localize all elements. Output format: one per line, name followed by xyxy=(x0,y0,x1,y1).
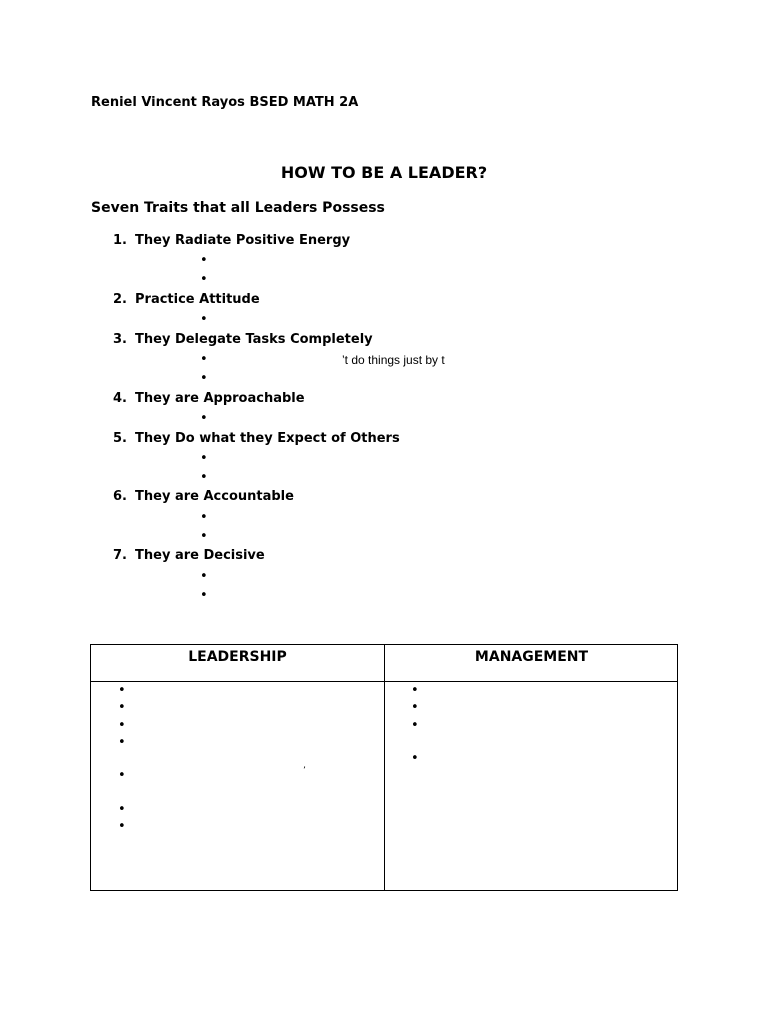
trait-number: 5. xyxy=(113,431,127,446)
trait-number: 7. xyxy=(113,548,127,563)
bullet: • xyxy=(200,371,208,386)
leadership-bullet: • xyxy=(118,718,126,733)
trait-3 xyxy=(113,332,373,347)
bullet: • xyxy=(200,588,208,603)
leadership-bullet: • xyxy=(118,683,126,698)
trait-number: 3. xyxy=(113,332,127,347)
trait-number: 4. xyxy=(113,391,127,406)
management-bullet: • xyxy=(411,718,419,733)
leadership-header: LEADERSHIP xyxy=(188,649,287,665)
trait-number: 1. xyxy=(113,233,127,248)
leadership-management-table xyxy=(90,644,678,891)
bullet: • xyxy=(200,253,208,268)
trait-number: 6. xyxy=(113,489,127,504)
trait-label: They are Accountable xyxy=(135,489,294,504)
leadership-bullet: • xyxy=(118,735,126,750)
trait-label: They Radiate Positive Energy xyxy=(135,233,351,248)
leadership-bullet: • xyxy=(118,802,126,817)
trait-3-fragment: ’t do things just by t xyxy=(342,353,445,367)
trait-label: Practice Attitude xyxy=(135,292,260,307)
subtitle: Seven Traits that all Leaders Possess xyxy=(91,200,385,216)
leadership-bullet: • xyxy=(118,768,126,783)
trait-label: They are Decisive xyxy=(135,548,265,563)
trait-7 xyxy=(113,548,265,563)
page-title: HOW TO BE A LEADER? xyxy=(280,163,488,182)
management-bullet: • xyxy=(411,683,419,698)
trait-label: They Delegate Tasks Completely xyxy=(135,332,373,347)
author-line: Reniel Vincent Rayos BSED MATH 2A xyxy=(91,95,359,110)
leadership-bullet: • xyxy=(118,700,126,715)
bullet: • xyxy=(200,411,208,426)
trait-6 xyxy=(113,489,294,504)
bullet: • xyxy=(200,569,208,584)
bullet: • xyxy=(200,510,208,525)
bullet: • xyxy=(200,312,208,327)
trait-label: They Do what they Expect of Others xyxy=(135,431,400,446)
bullet: • xyxy=(200,451,208,466)
bullet: • xyxy=(200,352,208,367)
trait-4 xyxy=(113,391,305,406)
bullet: • xyxy=(200,470,208,485)
trait-label: They are Approachable xyxy=(135,391,305,406)
management-bullet: • xyxy=(411,700,419,715)
header-divider xyxy=(91,681,677,682)
trait-1 xyxy=(113,233,350,248)
trait-2 xyxy=(113,292,260,307)
leadership-bullet: • xyxy=(118,819,126,834)
trait-number: 2. xyxy=(113,292,127,307)
trait-5 xyxy=(113,431,400,446)
leadership-mark: ’ xyxy=(303,766,306,776)
management-bullet: • xyxy=(411,751,419,766)
bullet: • xyxy=(200,529,208,544)
management-header: MANAGEMENT xyxy=(474,649,589,665)
bullet: • xyxy=(200,272,208,287)
